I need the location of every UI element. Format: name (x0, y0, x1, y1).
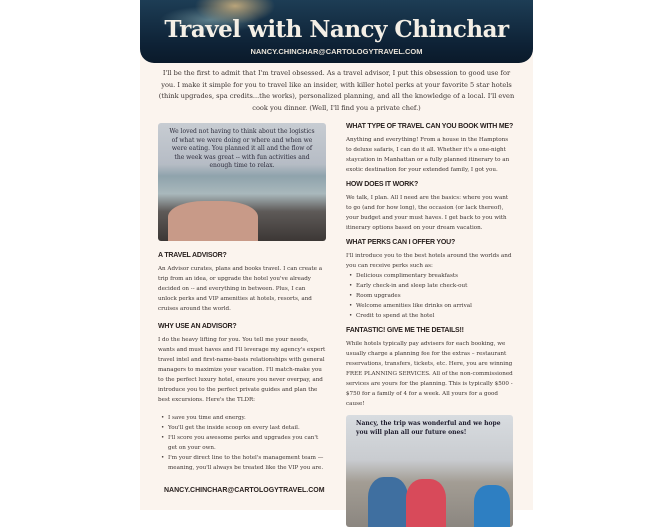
why-bullets (158, 413, 326, 473)
type-text: Anything and everything! From a house in the Hamptons to deluxe safaris, I can do it all. Whether it's a one-night staycation in Manhattan or a fully planned itinerary to an exotic destination for your extended family, I got you. (346, 137, 510, 173)
list-item: • Credit to spend at the hotel (346, 311, 514, 321)
list-item: • You'll get the inside scoop on every last detail. (158, 423, 326, 433)
people-silhouette (168, 201, 258, 241)
advisor-text: An Advisor curates, plans and books travel. I can create a trip from an idea, or upgrade the hotel you've already decided on -- and everything in between. Plus, I can unlock perks and VIP amenities at hotels, resorts, and cruises around the world. (158, 266, 323, 312)
testimonial-quote: We loved not having to think about the logistics of what we were doing or where and when we were eating. You planned it all and the flow of the week was great -- with fun activities and enough time to relax. (169, 128, 315, 169)
list-item: • Delicious complimentary breakfasts (346, 271, 514, 281)
people-silhouette (406, 479, 446, 527)
family-beach-photo (158, 123, 326, 241)
why-text: I do the heavy lifting for you. You tell me your needs, wants and must haves and I'll leverage my agency's expert travel intel and first-name-basis relationships with general managers to maximize your vacation. I'll match-make you to the perfect luxury hotel, ensure you never overpay, and introduce you to the perfect private guides and plan the best excursions. Here's the TLDR: (158, 337, 326, 403)
left-column (158, 123, 326, 473)
perks-heading: WHAT PERKS CAN I OFFER YOU? (346, 239, 456, 246)
perks-text: I'll introduce you to the best hotels around the worlds and you can receive perks such as: (346, 253, 512, 269)
family-paris-photo (346, 415, 513, 527)
why-heading: WHY USE AN ADVISOR? (158, 323, 237, 330)
details-heading: FANTASTIC! GIVE ME THE DETAILS!! (346, 327, 464, 334)
list-item: • Welcome amenities like drinks on arrival (346, 301, 514, 311)
page-title: Travel with Nancy Chinchar (164, 16, 509, 43)
header-banner (140, 0, 533, 63)
testimonial-quote: Nancy, the trip was wonderful and we hope you will plan all our future ones! (356, 420, 501, 436)
perks-bullets (346, 271, 514, 321)
advisor-heading: A TRAVEL ADVISOR? (158, 252, 227, 259)
people-silhouette (474, 485, 510, 527)
header-email: NANCY.CHINCHAR@CARTOLOGYTRAVEL.COM (250, 47, 423, 56)
people-silhouette (368, 477, 408, 527)
how-heading: HOW DOES IT WORK? (346, 181, 419, 188)
details-text: While hotels typically pay advisers for each booking, we usually charge a planning fee for the extras – restaurant reservations, transfers, tickets, etc. Here, you are winning FREE PLANNING SERVICES. All of the non-commissioned services are yours for the planning. This is typically $500 - $750 for a family of 4 for a week. All yours for a good cause! (346, 341, 513, 407)
footer-email[interactable]: NANCY.CHINCHAR@CARTOLOGYTRAVEL.COM (164, 487, 325, 494)
intro-text: I'll be the first to admit that I'm travel obsessed. As a travel advisor, I put this obsession to good use for you. I make it simple for you to travel like an insider, with killer hotel perks at your favorite 5 star hotels (think upgrades, spa credits...the works), personalized planning, and all the knowledge of a local. I'll even cook you dinner. (Well, I'll find you a private chef.) (158, 69, 515, 112)
type-heading: WHAT TYPE OF TRAVEL CAN YOU BOOK WITH ME? (346, 123, 514, 130)
right-column (346, 122, 514, 527)
list-item: • I'm your direct line to the hotel's management team — meaning, you'll always be treated like the VIP you are. (158, 453, 326, 473)
list-item: • Early check-in and sleep late check-out (346, 281, 514, 291)
list-item: • I save you time and energy. (158, 413, 326, 423)
list-item: • I'll score you awesome perks and upgrades you can't get on your own. (158, 433, 326, 453)
how-text: We talk, I plan. All I need are the basics: where you want to go (and for how long), the occasion (or lack thereof), your budget and your must haves. I get back to you with itinerary options based on your dream vacation. (346, 195, 509, 231)
flyer (140, 0, 533, 510)
list-item: • Room upgrades (346, 291, 514, 301)
